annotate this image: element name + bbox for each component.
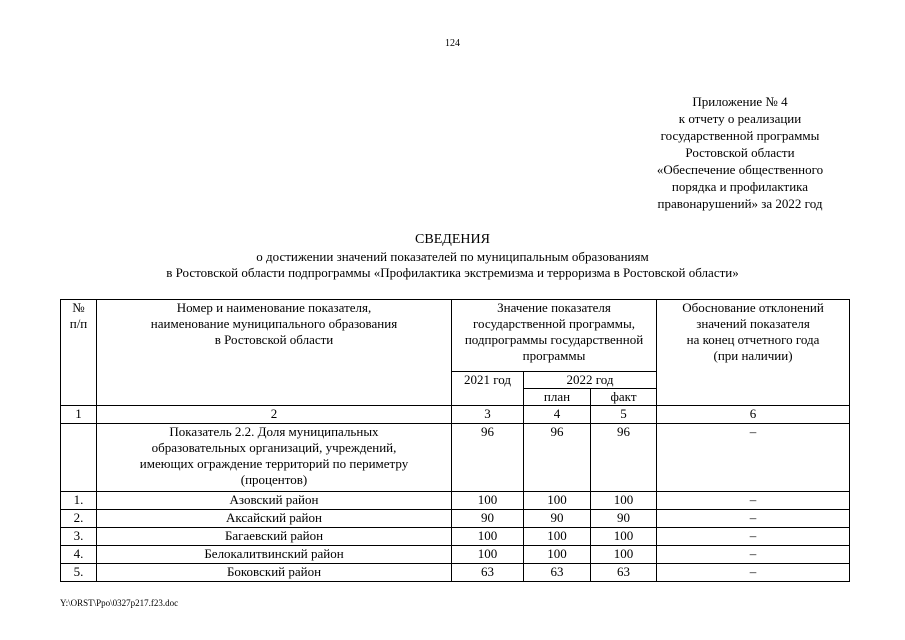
table-row xyxy=(61,510,850,528)
row-name: Боковский район xyxy=(97,564,452,582)
row-2021: 100 xyxy=(452,528,524,546)
row-fact: 100 xyxy=(591,492,657,510)
table-row xyxy=(61,564,850,582)
row-fact: 90 xyxy=(591,510,657,528)
row-2021: 63 xyxy=(452,564,524,582)
row-2021: 100 xyxy=(452,546,524,564)
header-col-name: Номер и наименование показателя, наименование муниципального образования в Ростовской области xyxy=(97,300,452,406)
row-no: 5. xyxy=(61,564,97,582)
footer-file-path: Y:\ORST\Ppo\0327p217.f23.doc xyxy=(60,598,179,608)
numbering-cell: 5 xyxy=(591,406,657,424)
indicator-no xyxy=(61,424,97,492)
row-name: Азовский район xyxy=(97,492,452,510)
header-fact: факт xyxy=(591,389,657,406)
table-row xyxy=(61,528,850,546)
row-fact: 100 xyxy=(591,528,657,546)
row-name: Белокалитвинский район xyxy=(97,546,452,564)
document-title: СВЕДЕНИЯ xyxy=(415,232,490,247)
row-plan: 100 xyxy=(524,492,591,510)
appendix-line: к отчету о реализации xyxy=(678,111,802,126)
appendix-line: Ростовской области xyxy=(685,145,795,160)
numbering-cell: 3 xyxy=(452,406,524,424)
header-plan: план xyxy=(524,389,591,406)
row-reason: – xyxy=(657,564,850,582)
row-name: Аксайский район xyxy=(97,510,452,528)
row-no: 3. xyxy=(61,528,97,546)
numbering-cell: 6 xyxy=(657,406,850,424)
appendix-line: порядка и профилактика xyxy=(671,179,809,194)
header-col-value: Значение показателя государственной программы, подпрограммы государственной программы xyxy=(452,300,657,372)
indicators-table xyxy=(60,299,850,582)
appendix-line: Приложение № 4 xyxy=(692,94,788,109)
row-no: 1. xyxy=(61,492,97,510)
row-no: 2. xyxy=(61,510,97,528)
header-col-reason: Обоснование отклонений значений показателя на конец отчетного года (при наличии) xyxy=(657,300,850,406)
header-year-2022: 2022 год xyxy=(524,372,657,389)
row-plan: 63 xyxy=(524,564,591,582)
subtitle-line: в Ростовской области подпрограммы «Профилактика экстремизма и терроризма в Ростовской области» xyxy=(166,265,739,280)
row-plan: 90 xyxy=(524,510,591,528)
row-name: Багаевский район xyxy=(97,528,452,546)
indicator-name: Показатель 2.2. Доля муниципальных образовательных организаций, учреждений, имеющих ограждение территорий по периметру (процентов) xyxy=(97,424,452,492)
row-no: 4. xyxy=(61,546,97,564)
row-fact: 100 xyxy=(591,546,657,564)
numbering-cell: 4 xyxy=(524,406,591,424)
indicator-fact: 96 xyxy=(591,424,657,492)
appendix-line: государственной программы xyxy=(660,128,820,143)
row-plan: 100 xyxy=(524,528,591,546)
indicator-2021: 96 xyxy=(452,424,524,492)
row-2021: 100 xyxy=(452,492,524,510)
appendix-line: «Обеспечение общественного xyxy=(656,162,824,177)
appendix-line: правонарушений» за 2022 год xyxy=(657,196,823,211)
header-year-2021: 2021 год xyxy=(452,372,524,406)
indicator-row xyxy=(61,424,850,492)
indicator-plan: 96 xyxy=(524,424,591,492)
numbering-cell: 2 xyxy=(97,406,452,424)
row-reason: – xyxy=(657,546,850,564)
row-fact: 63 xyxy=(591,564,657,582)
row-plan: 100 xyxy=(524,546,591,564)
row-2021: 90 xyxy=(452,510,524,528)
document-subtitle xyxy=(0,249,905,281)
table-row xyxy=(61,492,850,510)
indicator-reason: – xyxy=(657,424,850,492)
appendix-block xyxy=(600,93,880,212)
row-reason: – xyxy=(657,510,850,528)
table-row xyxy=(61,546,850,564)
row-reason: – xyxy=(657,528,850,546)
subtitle-line: о достижении значений показателей по муниципальным образованиям xyxy=(256,249,649,264)
page-number: 124 xyxy=(445,38,460,49)
numbering-cell: 1 xyxy=(61,406,97,424)
header-col-no: № п/п xyxy=(61,300,97,406)
row-reason: – xyxy=(657,492,850,510)
